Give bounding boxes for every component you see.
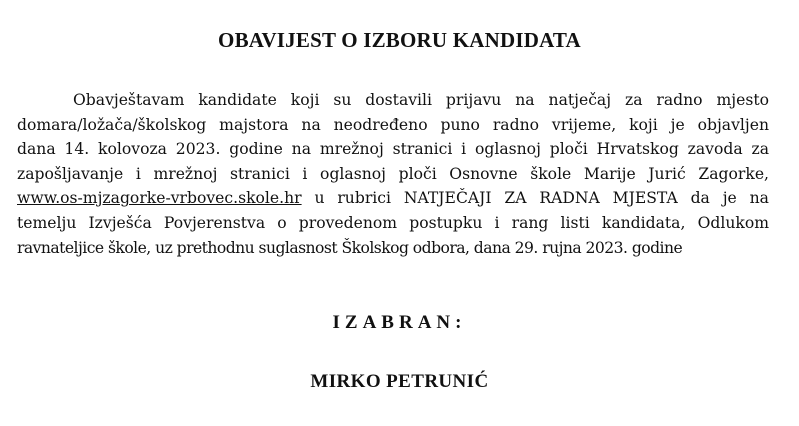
paragraph-line: ravnateljice škole, uz prethodnu suglasnost Školskog odbora, dana 29. rujna 2023. godine (17, 238, 683, 257)
chosen-heading: IZABRAN: (332, 312, 467, 333)
candidate-name: MIRKO PETRUNIĆ (310, 371, 489, 392)
paragraph-line: zapošljavanje i mrežnoj stranici i oglasnoj ploči Osnovne škole Marije Jurić Zagorke, (17, 164, 769, 183)
school-website-link[interactable]: www.os-mjzagorke-vrbovec.skole.hr (17, 189, 302, 208)
paragraph-line: domara/ložača/školskog majstora na neodređeno puno radno vrijeme, koji je objavljen (17, 115, 769, 134)
paragraph-line-text: u rubrici NATJEČAJI ZA RADNA MJESTA da je na (314, 189, 769, 208)
document-title: OBAVIJEST O IZBORU KANDIDATA (218, 28, 581, 52)
paragraph-line-with-link (17, 186, 769, 211)
paragraph-line: dana 14. kolovoza 2023. godine na mrežnoj stranici i oglasnoj ploči Hrvatskog zavoda za (17, 140, 769, 159)
notice-paragraph (17, 88, 769, 260)
paragraph-line: Obavještavam kandidate koji su dostavili prijavu na natječaj za radno mjesto (73, 91, 769, 109)
paragraph-line: temelju Izvješća Povjerenstva o provedenom postupku i rang listi kandidata, Odlukom (17, 213, 769, 232)
